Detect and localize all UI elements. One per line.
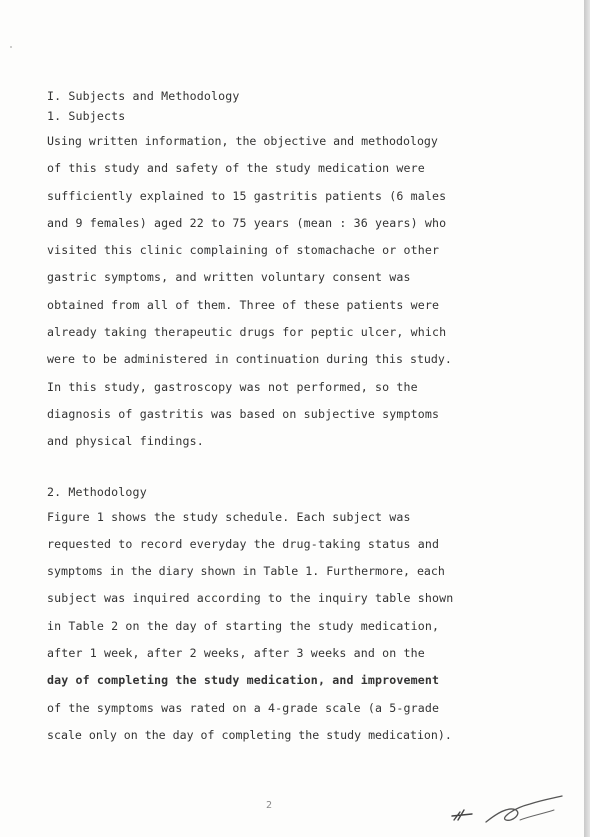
scan-speck xyxy=(10,46,12,48)
methodology-paragraph xyxy=(47,504,487,750)
paragraph-line: Using written information, the objective and methodology xyxy=(47,134,438,148)
paragraph-line: of this study and safety of the study medication were xyxy=(47,161,425,176)
paragraph-line: requested to record everyday the drug-taking status and xyxy=(47,536,440,551)
document-body xyxy=(47,86,487,749)
paragraph-line: of the symptoms was rated on a 4-grade scale (a 5-grade xyxy=(47,700,440,715)
paragraph-line: symptoms in the diary shown in Table 1. Furthermore, each xyxy=(47,564,445,579)
paragraph-line: visited this clinic complaining of stomachache or other xyxy=(47,243,440,258)
paragraph-line: subject was inquired according to the inquiry table shown xyxy=(47,591,454,606)
paragraph-line: scale only on the day of completing the study medication). xyxy=(47,727,452,742)
paragraph-line: and physical findings. xyxy=(47,434,204,449)
methodology-heading: 2. Methodology xyxy=(47,484,147,499)
scan-margin xyxy=(590,0,608,837)
subjects-heading: 1. Subjects xyxy=(47,109,126,123)
paragraph-line: gastric symptoms, and written voluntary consent was xyxy=(47,270,411,285)
paragraph-line: after 1 week, after 2 weeks, after 3 weeks and on the xyxy=(47,646,425,661)
paragraph-line: diagnosis of gastritis was based on subjective symptoms xyxy=(47,406,440,421)
handwritten-signature xyxy=(450,790,570,830)
paragraph-line: already taking therapeutic drugs for peptic ulcer, which xyxy=(47,325,447,340)
paragraph-line: day of completing the study medication, and improvement xyxy=(47,673,440,688)
paragraph-line: and 9 females) aged 22 to 75 years (mean : 36 years) who xyxy=(47,215,447,230)
paragraph-line: sufficiently explained to 15 gastritis patients (6 males xyxy=(47,188,447,203)
section-heading: I. Subjects and Methodology xyxy=(47,89,240,103)
paragraph-line: in Table 2 on the day of starting the study medication, xyxy=(47,618,440,633)
page-number: 2 xyxy=(266,800,273,811)
paragraph-line: Figure 1 shows the study schedule. Each subject was xyxy=(47,509,411,524)
subjects-paragraph xyxy=(47,128,487,456)
paragraph-line: obtained from all of them. Three of these patients were xyxy=(47,297,440,312)
paragraph-line: were to be administered in continuation during this study. xyxy=(47,352,452,367)
paragraph-line: In this study, gastroscopy was not performed, so the xyxy=(47,379,418,394)
